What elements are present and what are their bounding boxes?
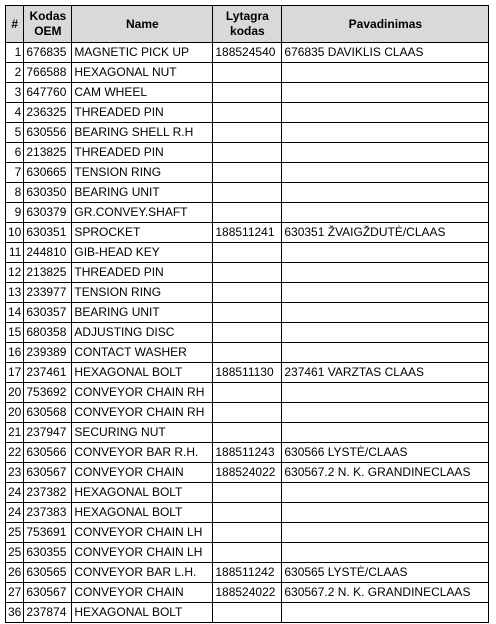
header-row	[6, 6, 489, 43]
lytagra-code-cell	[213, 503, 282, 523]
pavadinimas-cell	[282, 203, 489, 223]
lytagra-code-cell	[213, 283, 282, 303]
lytagra-code-cell	[213, 523, 282, 543]
oem-code-cell: 630565	[24, 563, 72, 583]
row-number-cell: 15	[6, 323, 24, 343]
table-row	[6, 303, 489, 323]
lytagra-code-cell	[213, 123, 282, 143]
lytagra-code-cell	[213, 323, 282, 343]
oem-code-cell: 630350	[24, 183, 72, 203]
table-header	[6, 6, 489, 43]
oem-code-cell: 630567	[24, 463, 72, 483]
row-number-cell: 1	[6, 43, 24, 63]
lytagra-code-cell	[213, 143, 282, 163]
lytagra-code-cell	[213, 183, 282, 203]
lytagra-code-cell	[213, 63, 282, 83]
table-row	[6, 443, 489, 463]
oem-code-cell: 647760	[24, 83, 72, 103]
pavadinimas-cell	[282, 523, 489, 543]
lytagra-code-cell: 188524022	[213, 463, 282, 483]
oem-code-cell: 237382	[24, 483, 72, 503]
lytagra-code-cell: 188511242	[213, 563, 282, 583]
row-number-cell: 23	[6, 463, 24, 483]
table-row	[6, 483, 489, 503]
part-name-cell: CONVEYOR CHAIN LH	[72, 523, 213, 543]
table-row	[6, 83, 489, 103]
oem-code-cell: 213825	[24, 143, 72, 163]
part-name-cell: THREADED PIN	[72, 143, 213, 163]
row-number-cell: 4	[6, 103, 24, 123]
pavadinimas-cell: 237461 VARZTAS CLAAS	[282, 363, 489, 383]
part-name-cell: CONVEYOR CHAIN	[72, 463, 213, 483]
lytagra-code-cell	[213, 83, 282, 103]
pavadinimas-cell: 630351 ŽVAIGŽDUTĖ/CLAAS	[282, 223, 489, 243]
part-name-cell: SECURING NUT	[72, 423, 213, 443]
lytagra-code-cell	[213, 483, 282, 503]
row-number-cell: 20	[6, 383, 24, 403]
part-name-cell: HEXAGONAL BOLT	[72, 503, 213, 523]
part-name-cell: ADJUSTING DISC	[72, 323, 213, 343]
oem-code-cell: 753692	[24, 383, 72, 403]
part-name-cell: BEARING UNIT	[72, 183, 213, 203]
pavadinimas-cell: 630566 LYSTĖ/CLAAS	[282, 443, 489, 463]
row-number-cell: 8	[6, 183, 24, 203]
row-number-cell: 25	[6, 523, 24, 543]
pavadinimas-cell: 630565 LYSTĖ/CLAAS	[282, 563, 489, 583]
lytagra-code-cell: 188524022	[213, 583, 282, 603]
oem-code-cell: 237874	[24, 603, 72, 623]
table-row	[6, 223, 489, 243]
lytagra-code-cell	[213, 203, 282, 223]
oem-code-cell: 213825	[24, 263, 72, 283]
lytagra-code-cell	[213, 603, 282, 623]
oem-code-cell: 630568	[24, 403, 72, 423]
pavadinimas-cell	[282, 383, 489, 403]
lytagra-code-cell	[213, 303, 282, 323]
part-name-cell: TENSION RING	[72, 283, 213, 303]
part-name-cell: HEXAGONAL BOLT	[72, 363, 213, 383]
table-row	[6, 603, 489, 623]
pavadinimas-cell	[282, 403, 489, 423]
header-oem-code: Kodas OEM	[24, 6, 72, 43]
row-number-cell: 20	[6, 403, 24, 423]
table-row	[6, 403, 489, 423]
oem-code-cell: 630556	[24, 123, 72, 143]
header-name: Name	[72, 6, 213, 43]
row-number-cell: 25	[6, 543, 24, 563]
part-name-cell: CONVEYOR CHAIN LH	[72, 543, 213, 563]
header-num: #	[6, 6, 24, 43]
table-row	[6, 143, 489, 163]
part-name-cell: BEARING SHELL R.H	[72, 123, 213, 143]
part-name-cell: THREADED PIN	[72, 263, 213, 283]
oem-code-cell: 630566	[24, 443, 72, 463]
lytagra-code-cell	[213, 423, 282, 443]
row-number-cell: 7	[6, 163, 24, 183]
table-row	[6, 523, 489, 543]
pavadinimas-cell	[282, 63, 489, 83]
row-number-cell: 14	[6, 303, 24, 323]
pavadinimas-cell	[282, 243, 489, 263]
oem-code-cell: 237947	[24, 423, 72, 443]
table-body	[6, 43, 489, 623]
lytagra-code-cell: 188511241	[213, 223, 282, 243]
table-row	[6, 163, 489, 183]
pavadinimas-cell: 676835 DAVIKLIS CLAAS	[282, 43, 489, 63]
row-number-cell: 17	[6, 363, 24, 383]
pavadinimas-cell	[282, 303, 489, 323]
row-number-cell: 22	[6, 443, 24, 463]
oem-code-cell: 630379	[24, 203, 72, 223]
table-row	[6, 263, 489, 283]
part-name-cell: CONVEYOR BAR R.H.	[72, 443, 213, 463]
row-number-cell: 3	[6, 83, 24, 103]
part-name-cell: GIB-HEAD KEY	[72, 243, 213, 263]
oem-code-cell: 236325	[24, 103, 72, 123]
oem-code-cell: 233977	[24, 283, 72, 303]
oem-code-cell: 676835	[24, 43, 72, 63]
table-row	[6, 243, 489, 263]
pavadinimas-cell	[282, 163, 489, 183]
part-name-cell: CONVEYOR CHAIN	[72, 583, 213, 603]
table-row	[6, 103, 489, 123]
lytagra-code-cell	[213, 543, 282, 563]
oem-code-cell: 237383	[24, 503, 72, 523]
table-row	[6, 543, 489, 563]
row-number-cell: 16	[6, 343, 24, 363]
table-row	[6, 283, 489, 303]
row-number-cell: 10	[6, 223, 24, 243]
part-name-cell: CAM WHEEL	[72, 83, 213, 103]
table-row	[6, 463, 489, 483]
oem-code-cell: 630665	[24, 163, 72, 183]
table-row	[6, 323, 489, 343]
pavadinimas-cell	[282, 423, 489, 443]
table-row	[6, 43, 489, 63]
table-row	[6, 383, 489, 403]
table-row	[6, 343, 489, 363]
lytagra-code-cell	[213, 263, 282, 283]
row-number-cell: 24	[6, 483, 24, 503]
pavadinimas-cell	[282, 343, 489, 363]
table-row	[6, 583, 489, 603]
pavadinimas-cell	[282, 83, 489, 103]
table-row	[6, 563, 489, 583]
part-name-cell: TENSION RING	[72, 163, 213, 183]
row-number-cell: 26	[6, 563, 24, 583]
row-number-cell: 21	[6, 423, 24, 443]
part-name-cell: MAGNETIC PICK UP	[72, 43, 213, 63]
row-number-cell: 27	[6, 583, 24, 603]
oem-code-cell: 630355	[24, 543, 72, 563]
pavadinimas-cell: 630567.2 N. K. GRANDINECLAAS	[282, 463, 489, 483]
part-name-cell: CONVEYOR BAR L.H.	[72, 563, 213, 583]
oem-code-cell: 630357	[24, 303, 72, 323]
lytagra-code-cell: 188524540	[213, 43, 282, 63]
table-row	[6, 363, 489, 383]
pavadinimas-cell	[282, 183, 489, 203]
pavadinimas-cell	[282, 323, 489, 343]
row-number-cell: 36	[6, 603, 24, 623]
part-name-cell: CONVEYOR CHAIN RH	[72, 403, 213, 423]
oem-code-cell: 630351	[24, 223, 72, 243]
row-number-cell: 24	[6, 503, 24, 523]
lytagra-code-cell	[213, 243, 282, 263]
table-row	[6, 423, 489, 443]
part-name-cell: CONTACT WASHER	[72, 343, 213, 363]
pavadinimas-cell	[282, 143, 489, 163]
part-name-cell: CONVEYOR CHAIN RH	[72, 383, 213, 403]
oem-code-cell: 630567	[24, 583, 72, 603]
row-number-cell: 2	[6, 63, 24, 83]
row-number-cell: 11	[6, 243, 24, 263]
pavadinimas-cell	[282, 543, 489, 563]
pavadinimas-cell: 630567.2 N. K. GRANDINECLAAS	[282, 583, 489, 603]
oem-code-cell: 237461	[24, 363, 72, 383]
table-row	[6, 203, 489, 223]
part-name-cell: BEARING UNIT	[72, 303, 213, 323]
part-name-cell: HEXAGONAL BOLT	[72, 483, 213, 503]
header-lytagra-code: Lytagra kodas	[213, 6, 282, 43]
part-name-cell: HEXAGONAL BOLT	[72, 603, 213, 623]
header-pavadinimas: Pavadinimas	[282, 6, 489, 43]
oem-code-cell: 680358	[24, 323, 72, 343]
pavadinimas-cell	[282, 263, 489, 283]
lytagra-code-cell	[213, 103, 282, 123]
oem-code-cell: 753691	[24, 523, 72, 543]
row-number-cell: 6	[6, 143, 24, 163]
pavadinimas-cell	[282, 283, 489, 303]
parts-table	[5, 5, 489, 623]
pavadinimas-cell	[282, 483, 489, 503]
lytagra-code-cell: 188511130	[213, 363, 282, 383]
lytagra-code-cell	[213, 383, 282, 403]
lytagra-code-cell	[213, 403, 282, 423]
pavadinimas-cell	[282, 503, 489, 523]
row-number-cell: 5	[6, 123, 24, 143]
oem-code-cell: 239389	[24, 343, 72, 363]
part-name-cell: SPROCKET	[72, 223, 213, 243]
pavadinimas-cell	[282, 123, 489, 143]
table-row	[6, 183, 489, 203]
row-number-cell: 13	[6, 283, 24, 303]
oem-code-cell: 766588	[24, 63, 72, 83]
table-row	[6, 503, 489, 523]
part-name-cell: THREADED PIN	[72, 103, 213, 123]
pavadinimas-cell	[282, 103, 489, 123]
table-row	[6, 123, 489, 143]
lytagra-code-cell	[213, 163, 282, 183]
row-number-cell: 9	[6, 203, 24, 223]
part-name-cell: GR.CONVEY.SHAFT	[72, 203, 213, 223]
lytagra-code-cell	[213, 343, 282, 363]
pavadinimas-cell	[282, 603, 489, 623]
part-name-cell: HEXAGONAL NUT	[72, 63, 213, 83]
row-number-cell: 12	[6, 263, 24, 283]
lytagra-code-cell: 188511243	[213, 443, 282, 463]
oem-code-cell: 244810	[24, 243, 72, 263]
table-row	[6, 63, 489, 83]
